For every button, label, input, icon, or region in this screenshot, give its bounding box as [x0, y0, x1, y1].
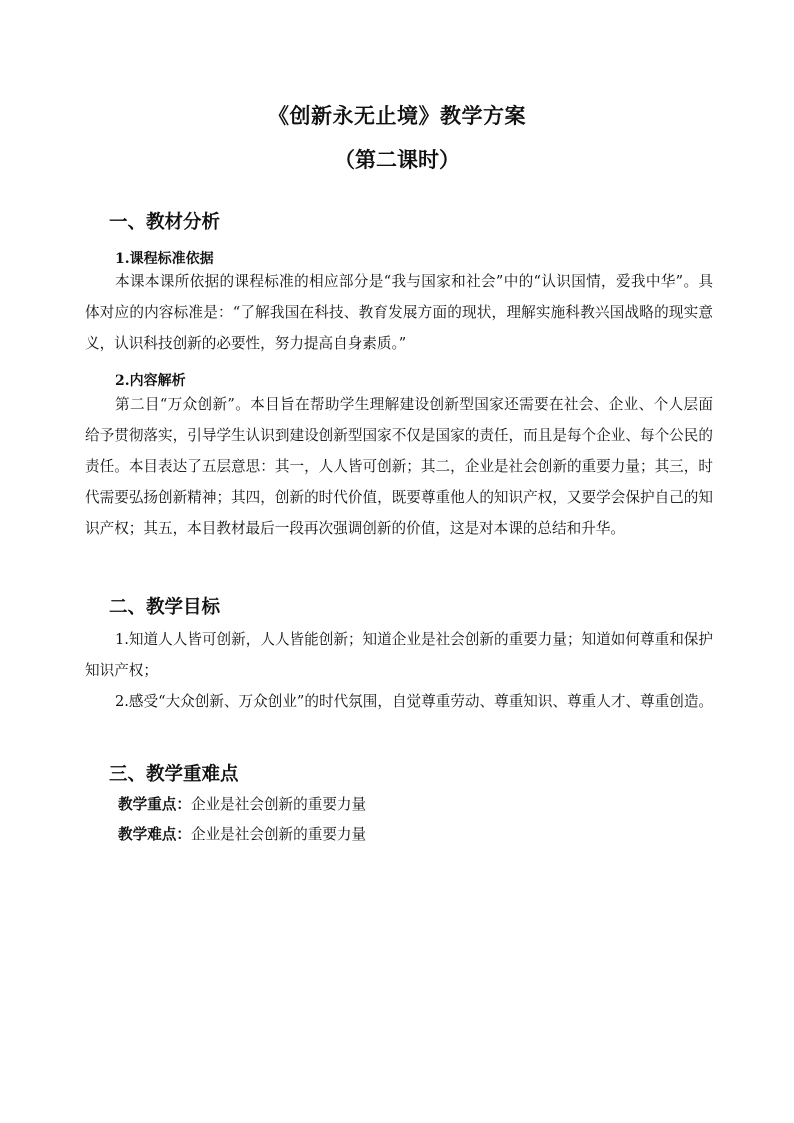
objective-item-1: 1.知道人人皆可创新，人人皆能创新；知道企业是社会创新的重要力量；知道如何尊重和保护知识产权； [85, 631, 713, 679]
paragraph-curriculum-standard: 本课本课所依据的课程标准的相应部分是“我与国家和社会”中的“认识国情，爱我中华”。具体对应的内容标准是：“了解我国在科技、教育发展方面的现状，理解实施科教兴国战略的现实意义，认识科技创新的必要性，努力提高自身素质。” [85, 273, 713, 352]
document-title: 《创新永无止境》教学方案 [268, 103, 526, 128]
objective-item-2: 2.感受“大众创新、万众创业”的时代氛围，自觉尊重劳动、尊重知识、尊重人才、尊重创造。 [115, 693, 714, 710]
document-subtitle: （第二课时） [334, 147, 460, 172]
paragraph-content-analysis: 第二目“万众创新”。本目旨在帮助学生理解建设创新型国家还需要在社会、企业、个人层面给予贯彻落实，引导学生认识到建设创新型国家不仅是国家的责任，而且是每个企业、每个公民的责任。本目表达了五层意思：其一，人人皆可创新；其二，企业是社会创新的重要力量；其三，时代需要弘扬创新精神；其四，创新的时代价值，既要尊重他人的知识产权，又要学会保护自己的知识产权；其五，本目教材最后一段再次强调创新的价值，这是对本课的总结和升华。 [85, 396, 713, 537]
section-heading-textbook-analysis: 一、教材分析 [109, 212, 221, 233]
key-point-label: 教学重点： [118, 796, 191, 813]
difficulty-line [118, 823, 366, 844]
subsection-heading-curriculum-standard: 1.课程标准依据 [115, 251, 214, 267]
key-point-line [118, 793, 366, 814]
difficulty-label: 教学难点： [118, 826, 191, 843]
difficulty-text: 企业是社会创新的重要力量 [190, 826, 367, 843]
subsection-heading-content-analysis: 2.内容解析 [115, 373, 186, 389]
section-heading-teaching-objectives: 二、教学目标 [109, 597, 221, 618]
section-heading-key-difficult-points: 三、教学重难点 [109, 764, 239, 785]
key-point-text: 企业是社会创新的重要力量 [190, 796, 367, 813]
